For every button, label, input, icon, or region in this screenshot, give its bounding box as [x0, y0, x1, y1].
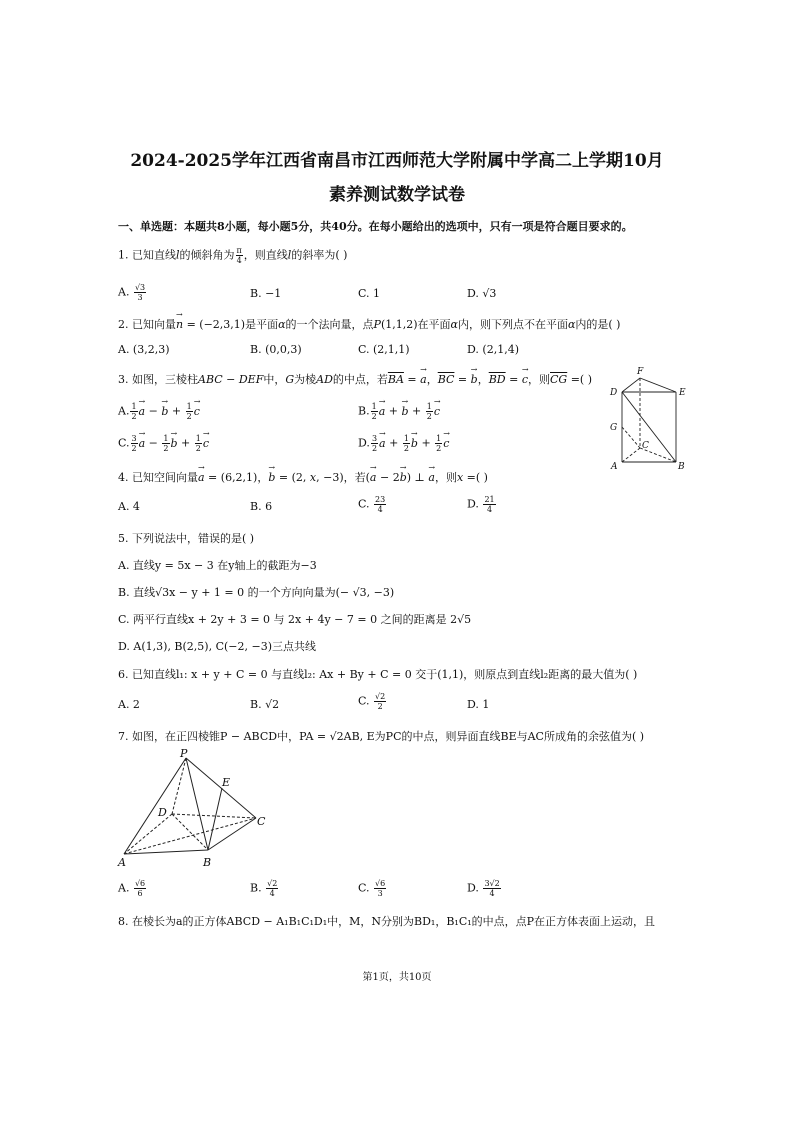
q4-option-a: A. 4 [118, 500, 140, 513]
q1-option-d: D. √3 [467, 287, 497, 300]
question-4-stem: 4. 已知空间向量→ a = (6,2,1)，→ b = (2, x, −3)，若(→ a − 2→ b) ⊥ → a，则x =( ) [118, 469, 488, 485]
q5-option-d: D. A(1,3), B(2,5), C(−2, −3)三点共线 [118, 640, 317, 653]
label-A: A [611, 462, 618, 472]
edge-DC [172, 814, 256, 818]
label-D: D [610, 388, 618, 398]
q2-option-b: B. (0,0,3) [250, 343, 302, 356]
label-G: G [610, 423, 618, 433]
q6-option-d: D. 1 [467, 698, 490, 711]
q4-option-b: B. 6 [250, 500, 273, 513]
q2-option-d: D. (2,1,4) [467, 343, 519, 356]
exam-title-line2: 素养测试数学试卷 [329, 185, 465, 205]
q7-option-c: C. $\frac{√6}{3}$ [358, 879, 386, 898]
edge-BC [208, 818, 256, 850]
edge-GC [622, 427, 640, 448]
edge-DF [622, 378, 640, 392]
question-3-stem: 3. 如图，三棱柱ABC − DEF中，G为棱AD的中点，若$\overline{BA}$ = → a，$\overline{BC}$ = → b，$\overline{BD}$ = → c，则$\overline{CG}$ =( ) [118, 371, 592, 387]
edge-DB [622, 392, 676, 462]
q1-option-b: B. −1 [250, 287, 282, 300]
page-footer: 第1页，共10页 [362, 972, 432, 983]
question-8-stem: 8. 在棱长为a的正方体ABCD − A₁B₁C₁D₁中，M，N分别为BD₁，B₁C₁的中点，点P在正方体表面上运动，且 [118, 915, 656, 928]
edge-PD [172, 758, 186, 814]
label-E: E [222, 776, 231, 789]
pyramid-figure [114, 748, 274, 870]
q6-option-b: B. √2 [250, 698, 280, 711]
label-F: F [637, 367, 644, 377]
q7-option-b: B. $\frac{√2}{4}$ [250, 879, 278, 898]
edge-BE [208, 788, 222, 850]
prism-figure [604, 362, 694, 472]
label-P: P [180, 748, 188, 760]
section-heading: 一、单选题：本题共8小题，每小题5分，共40分。在每小题给出的选项中，只有一项是符合题目要求的。 [118, 220, 633, 233]
q5-option-c: C. 两平行直线x + 2y + 3 = 0 与 2x + 4y − 7 = 0 之间的距离是 2√5 [118, 613, 472, 626]
q1-option-a: A. $\frac{√3}{3}$ [118, 283, 146, 302]
q3-option-c: C. $\frac{3}{2}$ → a − $\frac{1}{2}$ → b + $\frac{1}{2}$ → c [118, 434, 209, 453]
label-D: D [158, 806, 167, 819]
q1-option-c: C. 1 [358, 287, 381, 300]
q4-option-c: C. $\frac{23}{4}$ [358, 495, 386, 514]
q3-option-b: B. $\frac{1}{2}$ → a + → b + $\frac{1}{2}$ → c [358, 402, 440, 421]
label-C: C [642, 441, 649, 451]
q7-option-a: A. $\frac{√6}{6}$ [118, 879, 146, 898]
label-A: A [118, 856, 126, 869]
q7-option-d: D. $\frac{3√2}{4}$ [467, 879, 500, 898]
q5-option-a: A. 直线y = 5x − 3 在y轴上的截距为−3 [118, 559, 317, 572]
exam-title-line1: 2024-2025学年江西省南昌市江西师范大学附属中学高二上学期10月 [130, 151, 664, 171]
label-B: B [678, 462, 685, 472]
edge-PA [124, 758, 186, 854]
q6-option-c: C. $\frac{√2}{2}$ [358, 692, 386, 711]
q5-option-b: B. 直线√3x − y + 1 = 0 的一个方向向量为(− √3, −3) [118, 586, 395, 599]
edge-PC [186, 758, 256, 818]
q3-option-d: D. $\frac{3}{2}$ → a + $\frac{1}{2}$ → b + $\frac{1}{2}$ → c [358, 434, 449, 453]
q4-option-d: D. $\frac{21}{4}$ [467, 495, 495, 514]
label-E: E [679, 388, 686, 398]
label-C: C [257, 815, 266, 828]
question-5-stem: 5. 下列说法中，错误的是( ) [118, 532, 255, 545]
edge-DA [124, 814, 172, 854]
question-1-stem: 1. 已知直线l的倾斜角为 $\frac{\pi}{4}$ ，则直线l的斜率为( ) [118, 246, 348, 265]
q2-option-c: C. (2,1,1) [358, 343, 410, 356]
q2-option-a: A. (3,2,3) [118, 343, 170, 356]
edge-FE [640, 378, 676, 392]
edge-AC [622, 448, 640, 462]
q3-option-a: A. $\frac{1}{2}$ → a − → b + $\frac{1}{2}$ → c [118, 402, 200, 421]
question-2-stem: 2. 已知向量→ n = (−2,3,1)是平面α的一个法向量，点P(1,1,2)在平面α内，则下列点不在平面α内的是( ) [118, 316, 620, 332]
edge-DB [172, 814, 208, 850]
edge-AB [124, 850, 208, 854]
question-6-stem: 6. 已知直线l₁: x + y + C = 0 与直线l₂: Ax + By + C = 0 交于(1,1)，则原点到直线l₂距离的最大值为( ) [118, 668, 638, 681]
q6-option-a: A. 2 [118, 698, 140, 711]
question-7-stem: 7. 如图，在正四棱锥P − ABCD中，PA = √2AB, E为PC的中点，则异面直线BE与AC所成角的余弦值为( ) [118, 730, 645, 743]
label-B: B [203, 856, 212, 869]
